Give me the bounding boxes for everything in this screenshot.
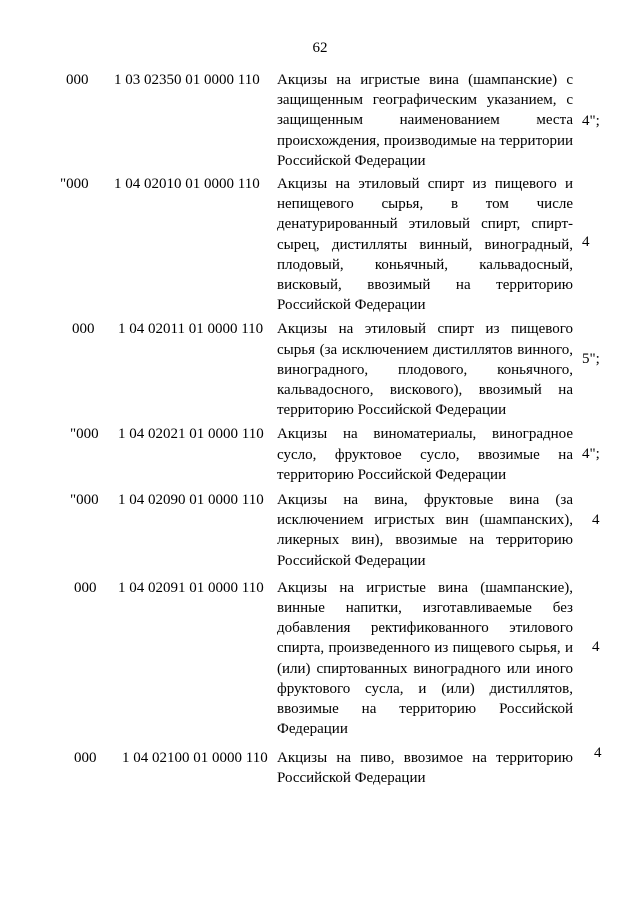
page-number: 62 [312,40,328,56]
budget-code-table [0,70,640,788]
norm-value: 4"; [582,446,600,463]
budget-classification-code: 1 04 02021 01 0000 110 [118,426,264,443]
revenue-name: Акцизы на этиловый спирт из пищевого и непищевого сырья, в том числе денатурированный этиловый спирт, спирт-сырец, дистилляты винный, виноградный, плодовый, коньячный, кальвадосный, висковый, ввозимый на территорию Российской Федерации [277,176,573,314]
table-row [0,319,640,420]
admin-code: 000 [72,321,95,338]
revenue-name: Акцизы на этиловый спирт из пищевого сырья (за исключением дистиллятов винного, виноградного, плодового, коньячного, кальвадосного, вискового), ввозимый на территорию Российской Федерации [277,321,573,419]
budget-classification-code: 1 04 02011 01 0000 110 [118,321,264,338]
table-row [0,174,640,315]
table-row [0,744,640,788]
budget-classification-code: 1 04 02010 01 0000 110 [114,176,260,193]
admin-code: "000 [60,176,89,193]
admin-code: 000 [66,72,89,88]
budget-classification-code: 1 04 02091 01 0000 110 [118,579,264,596]
revenue-name: Акцизы на игристые вина (шампанские), винные напитки, изготавливаемые без добавления ректификованного этилового спирта, произведенного из пищевого сырья, и (или) спиртованных виноградного или иного фруктового сусла, и (или) дистиллятов, ввозимые на территорию Российской Федерации [277,579,573,738]
admin-code: 000 [74,749,97,766]
norm-value: 4 [594,744,602,761]
admin-code: "000 [70,492,99,509]
norm-value: 4 [592,512,600,529]
norm-value: 4 [582,234,590,251]
table-row [0,424,640,485]
table-row [0,490,640,571]
revenue-name: Акцизы на игристые вина (шампанские) с защищенным географическим указанием, с защищенным наименованием места происхождения, производимые на территории Российской Федерации [277,72,573,169]
budget-classification-code: 1 03 02350 01 0000 110 [114,72,260,88]
norm-value: 5"; [582,351,600,368]
revenue-name: Акцизы на виноматериалы, виноградное сусло, фруктовое сусло, ввозимые на территорию Российской Федерации [277,426,573,483]
revenue-name: Акцизы на вина, фруктовые вина (за исключением игристых вин (шампанских), ликерных вин), ввозимые на территорию Российской Федерации [277,492,573,569]
admin-code: "000 [70,426,99,443]
table-row [0,578,640,740]
revenue-name: Акцизы на пиво, ввозимое на территорию Российской Федерации [277,749,573,786]
norm-value: 4"; [582,113,600,129]
budget-classification-code: 1 04 02090 01 0000 110 [118,492,264,509]
norm-value: 4 [592,638,600,655]
admin-code: 000 [74,579,97,596]
budget-classification-code: 1 04 02100 01 0000 110 [122,749,268,766]
table-row [0,70,640,171]
